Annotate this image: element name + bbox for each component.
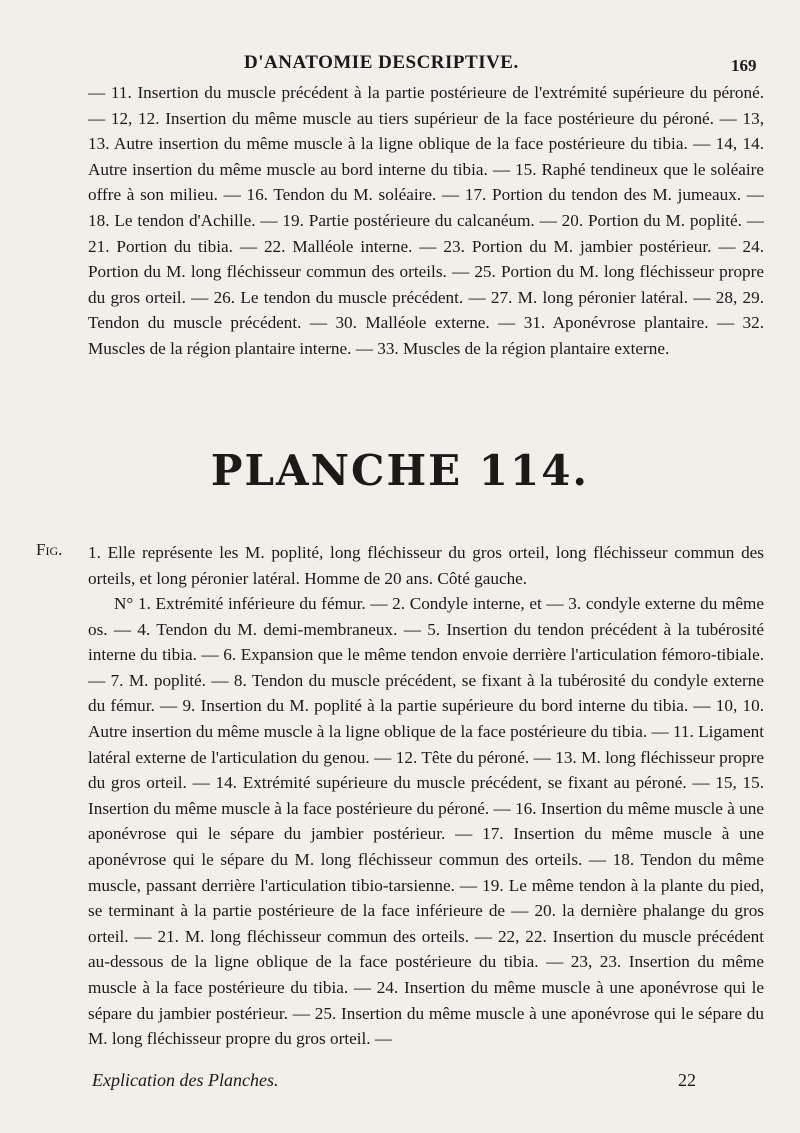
page-footer <box>0 1070 800 1100</box>
running-title: D'ANATOMIE DESCRIPTIVE. <box>244 52 519 73</box>
figure-caption: 1. Elle représente les M. poplité, long fléchisseur du gros orteil, long fléchisseur commun des orteils, et long péronier latéral. Homme de 20 ans. Côté gauche. <box>88 543 764 588</box>
continued-legend-paragraph: — 11. Insertion du muscle précédent à la partie postérieure de l'extrémité supérieure du péroné. — 12, 12. Insertion du même muscle au tiers supérieur de la face postérieure du péroné. — 13, 13. Autre insertion du même muscle à la ligne oblique de la face postérieure du tibia. — 14, 14. Autre insertion du même muscle au bord interne du tibia. — 15. Raphé tendineux que le soléaire offre à son milieu. — 16. Tendon du M. soléaire. — 17. Portion du tendon des M. jumeaux. — 18. Le tendon d'Achille. — 19. Partie postérieure du calcanéum. — 20. Portion du M. poplité. — 21. Portion du tibia. — 22. Malléole interne. — 23. Portion du M. jambier postérieur. — 24. Portion du M. long fléchisseur commun des orteils. — 25. Portion du M. long fléchisseur propre du gros orteil. — 26. Le tendon du muscle précédent. — 27. M. long péronier latéral. — 28, 29. Tendon du muscle précédent. — 30. Malléole externe. — 31. Aponévrose plantaire. — 32. Muscles de la région plantaire interne. — 33. Muscles de la région plantaire externe. <box>88 83 764 358</box>
plate-title: PLANCHE 114. <box>210 446 590 495</box>
signature-mark: 22 <box>678 1070 696 1090</box>
footer-title: Explication des Planches. <box>92 1070 279 1090</box>
page-number: 169 <box>731 56 757 75</box>
figure-legend-paragraph: N° 1. Extrémité inférieure du fémur. — 2. Condyle interne, et — 3. condyle externe du même os. — 4. Tendon du M. demi-membraneux. — 5. Insertion du tendon précédent à la tubérosité interne du tibia. — 6. Expansion que le même tendon envoie derrière l'articulation fémoro-tibiale. — 7. M. poplité. — 8. Tendon du muscle précédent, se fixant à la tubérosité du condyle externe du fémur. — 9. Insertion du M. poplité à la partie supérieure du bord interne du tibia. — 10, 10. Autre insertion du même muscle à la ligne oblique de la face postérieure du tibia. — 11. Ligament latéral externe de l'articulation du genou. — 12. Tête du péroné. — 13. M. long fléchisseur propre du gros orteil. — 14. Extrémité supérieure du muscle précédent, se fixant au péroné. — 15, 15. Insertion du même muscle à la face postérieure du péroné. — 16. Insertion du même muscle à une aponévrose qui le sépare du jambier postérieur. — 17. Insertion du même muscle à une aponévrose qui le sépare du M. long fléchisseur commun des orteils. — 18. Tendon du même muscle, passant derrière l'articulation tibio-tarsienne. — 19. Le même tendon à la plante du pied, se terminant à la partie postérieure de la face inférieure de — 20. la dernière phalange du gros orteil. — 21. M. long fléchisseur commun des orteils. — 22, 22. Insertion du muscle précédent au-dessous de la ligne oblique de la face postérieure du tibia. — 23, 23. Insertion du même muscle à la face postérieure du tibia. — 24. Insertion du même muscle à une aponévrose qui le sépare du jambier postérieur. — 25. Insertion du même muscle à une aponévrose qui le sépare du M. long fléchisseur propre du gros orteil. — <box>88 594 764 1049</box>
running-head <box>0 52 800 82</box>
figure-label: Fig. <box>36 540 63 559</box>
